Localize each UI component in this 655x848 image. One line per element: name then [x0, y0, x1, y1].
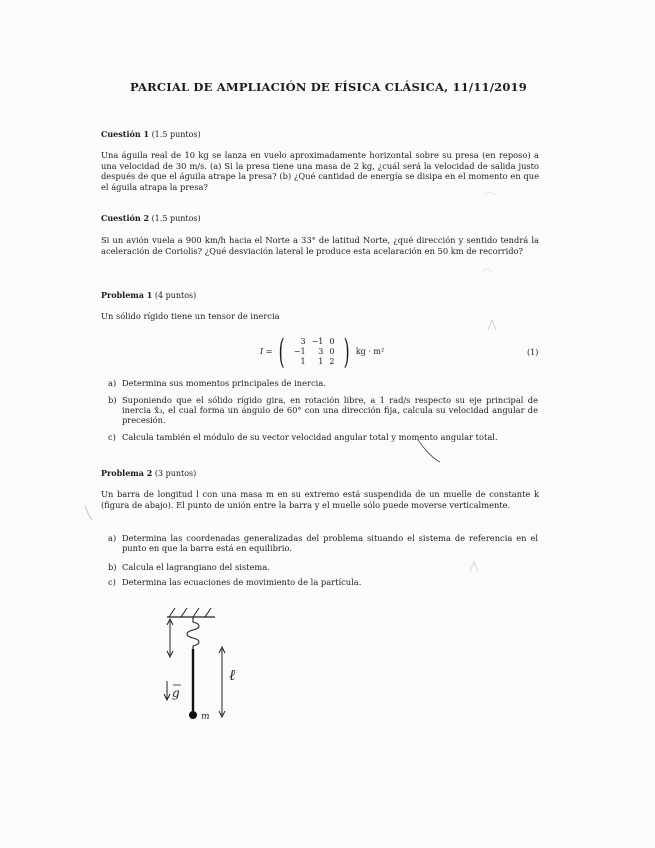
matrix-cell: −1 — [311, 337, 324, 346]
question-2-text: Si un avión vuela a 900 km/h hacia el Norte a 33° de latitud Norte, ¿qué dirección y sentido tendrá la aceleración de Coriolis? ¿Qué desviación lateral le produce esta acelaración en 50 km de recorrido? — [101, 235, 539, 256]
matrix-cell: 0 — [329, 337, 335, 346]
question-1-text: Una águila real de 10 kg se lanza en vuelo aproximadamente horizontal sobre su presa (en reposo) a una velocidad de 30 m/s. (a) Si la presa tiene una masa de 2 kg, ¿cuál será la velocidad de salida justo después de que el águila atrape la presa? (b) ¿Qué cantidad de energía se disipa en el momento en que el águila atrapa la presa? — [101, 150, 539, 192]
problem-2-text: Un barra de longitud l con una masa m en su extremo está suspendida de un muelle de constante k (figura de abajo). El punto de unión entre la barra y el muelle sólo puede moverse verticalmente. — [101, 489, 539, 510]
problem-2-points: (3 puntos) — [154, 469, 197, 478]
equation-number: (1) — [527, 348, 539, 357]
question-1-name: Cuestión 1 — [101, 129, 150, 139]
pencil-stroke — [470, 562, 478, 572]
spring — [187, 617, 199, 649]
matrix-cell: 1 — [318, 357, 324, 366]
gravity-label: g — [172, 686, 180, 700]
mass-point — [189, 711, 197, 719]
item-label: a) — [108, 378, 117, 388]
problem-1-name: Problema 1 — [101, 290, 153, 300]
matrix-cell: 1 — [300, 357, 306, 366]
item-label: c) — [108, 577, 116, 587]
matrix-cell: −1 — [293, 347, 306, 356]
ceiling-hatching — [169, 608, 211, 617]
problem-2-name: Problema 2 — [101, 468, 153, 478]
pencil-stroke — [485, 192, 495, 195]
pencil-stroke — [482, 269, 492, 272]
problem-1-intro: Un sólido rígido tiene un tensor de inercia — [101, 311, 280, 321]
spring-bar-figure — [155, 605, 275, 725]
question-2-points: (1.5 puntos) — [151, 214, 201, 223]
matrix-cell: 3 — [300, 337, 306, 346]
inertia-symbol: I = — [260, 347, 273, 356]
length-label: ℓ — [229, 666, 236, 684]
item-text: Determina las ecuaciones de movimiento de la partícula. — [122, 577, 362, 587]
item-text: Calcula también el módulo de su vector velocidad angular total y momento angular total. — [122, 432, 498, 442]
item-label: a) — [108, 533, 117, 543]
question-1-points: (1.5 puntos) — [151, 130, 201, 139]
matrix-cell: 3 — [318, 347, 324, 356]
item-label: b) — [108, 395, 117, 405]
pencil-stroke — [85, 505, 92, 520]
pencil-stroke — [418, 440, 440, 462]
pencil-stroke — [200, 404, 390, 408]
matrix-units: kg · m² — [355, 347, 385, 356]
item-text: Determina las coordenadas generalizadas del problema situando el sistema de referencia en el punto en que la barra está en equilibrio. — [122, 533, 538, 554]
left-paren: ( — [278, 332, 285, 372]
item-label: b) — [108, 562, 117, 572]
exam-title: PARCIAL DE AMPLIACIÓN DE FÍSICA CLÁSICA, 11/11/2019 — [130, 80, 527, 94]
mass-label: m — [201, 712, 210, 722]
matrix-cell: 0 — [329, 347, 335, 356]
pencil-stroke — [488, 320, 496, 330]
problem-1-points: (4 puntos) — [154, 291, 197, 300]
item-text: Suponiendo que el sólido rígido gira, en rotación libre, a 1 rad/s respecto su eje principal de inercia x̂₃, el cual forma un ángulo de 60° con una dirección fija, calcula su velocidad angular de precesión. — [122, 395, 538, 426]
matrix-cell: 2 — [329, 357, 335, 366]
item-label: c) — [108, 432, 116, 442]
right-paren: ) — [343, 332, 350, 372]
item-text: Calcula el lagrangiano del sistema. — [122, 562, 270, 572]
question-2-name: Cuestión 2 — [101, 213, 150, 223]
item-text: Determina sus momentos principales de inercia. — [122, 378, 326, 388]
